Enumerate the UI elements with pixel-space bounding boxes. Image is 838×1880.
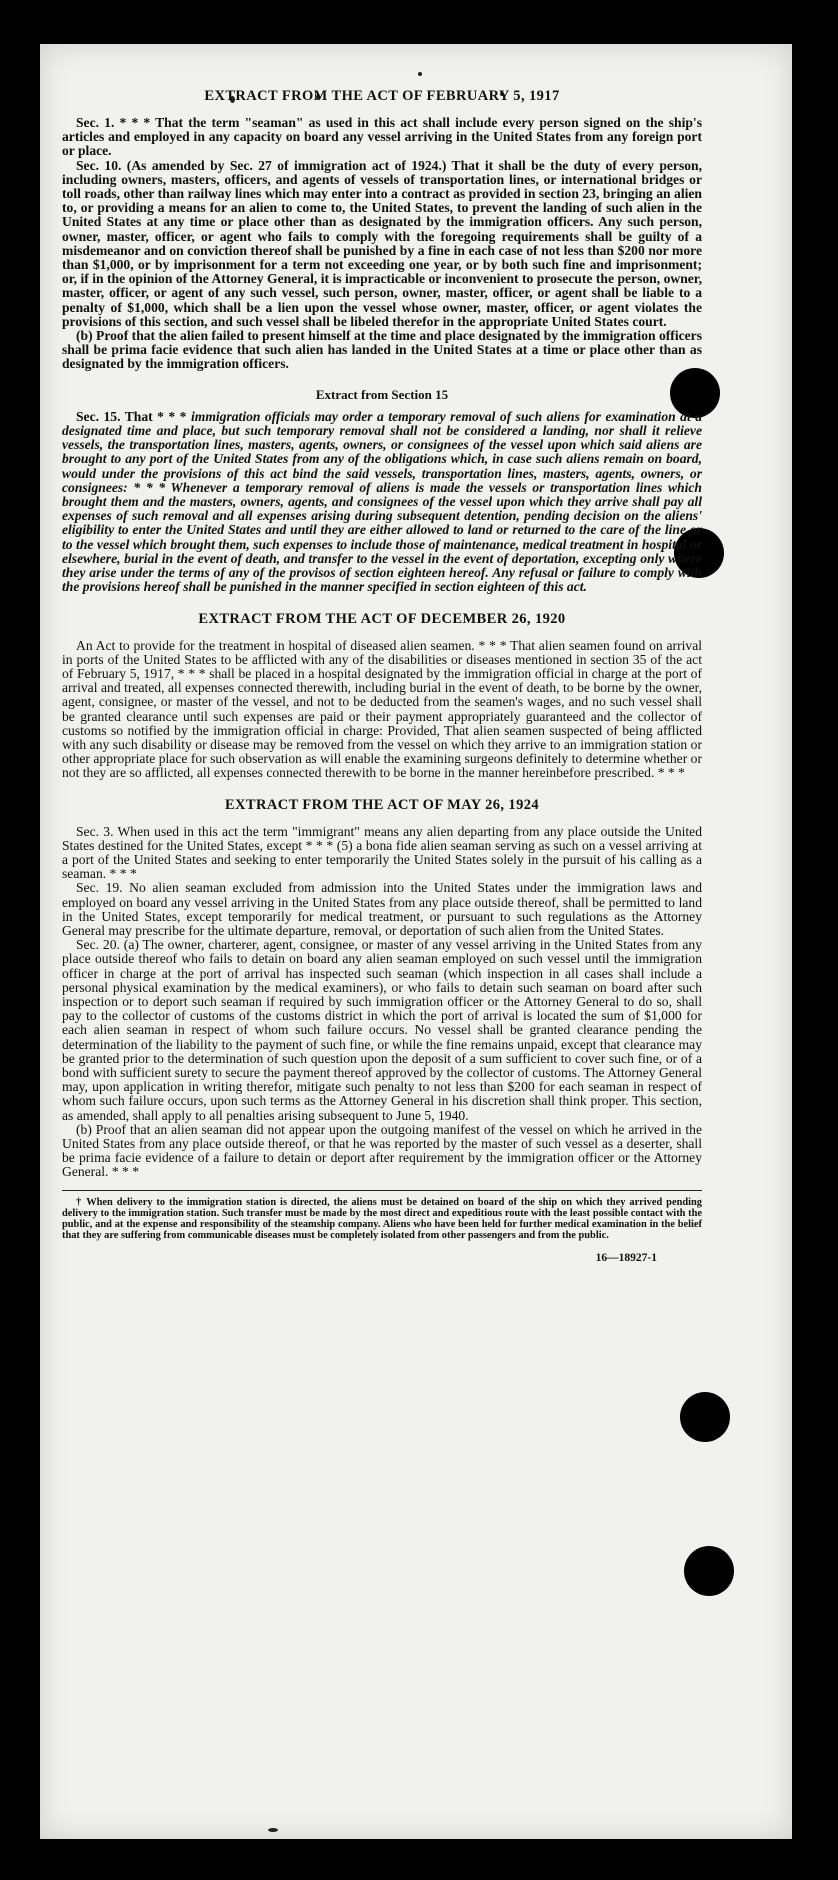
page-number: 16—18927-1 [595, 1252, 657, 1265]
heading-act-feb-1917: EXTRACT FROM THE ACT OF FEBRUARY 5, 1917 [204, 88, 560, 104]
punch-hole-4 [684, 1546, 734, 1596]
heading-act-dec-1920: EXTRACT FROM THE ACT OF DECEMBER 26, 1920 [198, 610, 566, 627]
section-act-dec-1920 [62, 611, 702, 781]
section-extract-15 [62, 388, 702, 595]
speck [418, 72, 422, 76]
section-act-may-1924 [62, 797, 702, 1180]
sec-15-prefix: Sec. 15. That * * * [76, 408, 191, 424]
paragraph-sec-10: Sec. 10. (As amended by Sec. 27 of immigration act of 1924.) That it shall be the duty of every person, including owners, masters, officers, and agents of vessels of transportation lines, or international bridges or toll roads, other than railway lines which may enter into a contract as provided in section 23, bringing an alien to, or providing a means for an alien to come to, the United States, to prevent the landing of such alien in the United States at any time or place other than as designated by the immigration officers. Any such person, owner, master, officer, or agent who fails to comply with the foregoing requirements shall be guilty of a misdemeanor and on conviction thereof shall be punished by a fine in each case of not less than $200 nor more than $1,000, or by imprisonment for a term not exceeding one year, or by both such fine and imprisonment; or, if in the opinion of the Attorney General, it is impracticable or inconvenient to prosecute the person, owner, master, officer, or agent of any such vessel, such person, owner, master, officer, or agent shall be liable to a penalty of $1,000, which shall be a lien upon the vessel whose owner, master, officer, or agent violates the provisions of this section, and such vessel shall be libeled therefor in the appropriate United States court. [62, 157, 702, 329]
section-act-feb-1917 [62, 88, 702, 372]
paragraph-proof-b: (b) Proof that the alien failed to present himself at the time and place designated by the immigration officers shall be prima facie evidence that such alien has landed in the United States at a time or place other than as designated by the immigration officers. [62, 328, 702, 372]
paragraph-sec-19: Sec. 19. No alien seaman excluded from admission into the United States under the immigration laws and employed on board any vessel arriving in the United States from any place outside thereof, shall be permitted to land in the United States, except temporarily for medical treatment, or pursuant to such regulations as the Attorney General may prescribe for the ultimate departure, removal, or deportation of such alien from the United States. [62, 880, 702, 938]
paragraph-sec-15 [62, 410, 702, 595]
document-body [62, 88, 702, 1266]
heading-extract-15: Extract from Section 15 [315, 386, 449, 402]
speck [268, 1828, 278, 1832]
sec-15-text: immigration officials may order a temporary removal of such aliens for examination at a designated time and place, but such temporary removal shall not be considered a landing, nor shall it relieve vessels, the transportation lines, masters, agents, owners, or consignees of the vessel upon which said aliens are brought to any port of the United States from any of the obligations which, in case such aliens remain on board, would under the provisions of this act bind the said vessels, transportation lines, masters, agents, owners, or consignees: * * * Whenever a temporary removal of aliens is made the vessels or transportation lines which brought them and the masters, owners, agents, and consignees of the vessel upon which they arrive shall pay all expenses of such removal and all expenses arising during subsequent detention, pending decision on the aliens' eligibility to enter the United States and until they are either allowed to land or returned to the care of the line or to the vessel which brought them, such expenses to include those of maintenance, medical treatment in hospital or elsewhere, burial in the event of death, and transfer to the vessel in the event of deportation, excepting only where they arise under the terms of any of the provisos of section eighteen hereof. Any refusal or failure to comply with the provisions hereof shall be punished in the manner specified in section eighteen of this act. [62, 408, 703, 595]
footnote-divider [62, 1190, 702, 1191]
paragraph-sec-3: Sec. 3. When used in this act the term "immigrant" means any alien departing from any place outside the United States destined for the United States, except * * * (5) a bona fide alien seaman serving as such on a vessel arriving at a port of the United States and seeking to enter temporarily the United States solely in the pursuit of his calling as a seaman. * * * [62, 823, 702, 882]
paragraph-sec-1: Sec. 1. * * * That the term "seaman" as used in this act shall include every person signed on the ship's articles and employed in any capacity on board any vessel arriving in the United States from any foreign port or place. [62, 115, 702, 159]
paragraph-sec-20-b: (b) Proof that an alien seaman did not appear upon the outgoing manifest of the vessel on which he arrived in the United States from any place outside thereof, or that he was reported by the master of such vessel as a deserter, shall be prima facie evidence of a failure to detain or deport after requirement by the immigration officer or the Attorney General. * * * [62, 1121, 702, 1180]
punch-hole-3 [680, 1392, 730, 1442]
heading-act-may-1924: EXTRACT FROM THE ACT OF MAY 26, 1924 [224, 796, 540, 813]
paragraph-sec-20: Sec. 20. (a) The owner, charterer, agent, consignee, or master of any vessel arriving in the United States from any place outside thereof who fails to detain on board any alien seaman employed on such vessel until the immigration officer in charge at the port of arrival has inspected such seaman (which inspection in all cases shall include a personal physical examination by the medical examiners), or who fails to detain such seaman on board after such inspection or to deport such seaman if required by such immigration officer or the Attorney General to do so, shall pay to the collector of customs of the customs district in which the port of arrival is located the sum of $1,000 for each alien seaman in respect of whom such failure occurs. No vessel shall be granted clearance pending the determination of the liability to the payment of such fine, or while the fine remains unpaid, except that clearance may be granted prior to the determination of such question upon the deposit of a sum sufficient to cover such fine, or of a bond with sufficient surety to secure the payment thereof approved by the collector of customs. The Attorney General may, upon application in writing therefor, mitigate such penalty to not less than $200 for each seaman in respect of whom such failure occurs, upon such terms as the Attorney General in his discretion shall think proper. This section, as amended, shall apply to all penalties arising subsequent to June 5, 1940. [62, 937, 702, 1123]
paragraph-act-1920: An Act to provide for the treatment in hospital of diseased alien seamen. * * * That alien seamen found on arrival in ports of the United States to be afflicted with any of the disabilities or diseases mentioned in section 35 of the act of February 5, 1917, * * * shall be placed in a hospital designated by the immigration official in charge at the port of arrival and treated, all expenses connected therewith, including burial in the event of death, to be borne by the owner, agent, consignee, or master of the vessel, and not to be deducted from the seamen's wages, and no such vessel shall be granted clearance until such expenses are paid or their payment appropriately guaranteed and the collector of customs so notified by the immigration official in charge: Provided, That alien seamen suspected of being afflicted with any such disability or disease may be removed from the vessel on which they arrive to an immigration station or other appropriate place for such observation as will enable the examining surgeons definitely to determine whether or not they are so afflicted, all expenses connected therewith to be borne in the manner hereinbefore prescribed. * * * [62, 637, 702, 781]
footnote: † When delivery to the immigration station is directed, the aliens must be detained on board of the ship on which they arrived pending delivery to the immigration station. Such transfer must be made by the most direct and expeditious route with the least possible contact with the public, and at the expense and responsibility of the steamship company. Aliens who have been held for further medical examination in the belief that they are suffering from communicable diseases must be completely isolated from other passengers and from the public. [62, 1196, 702, 1242]
